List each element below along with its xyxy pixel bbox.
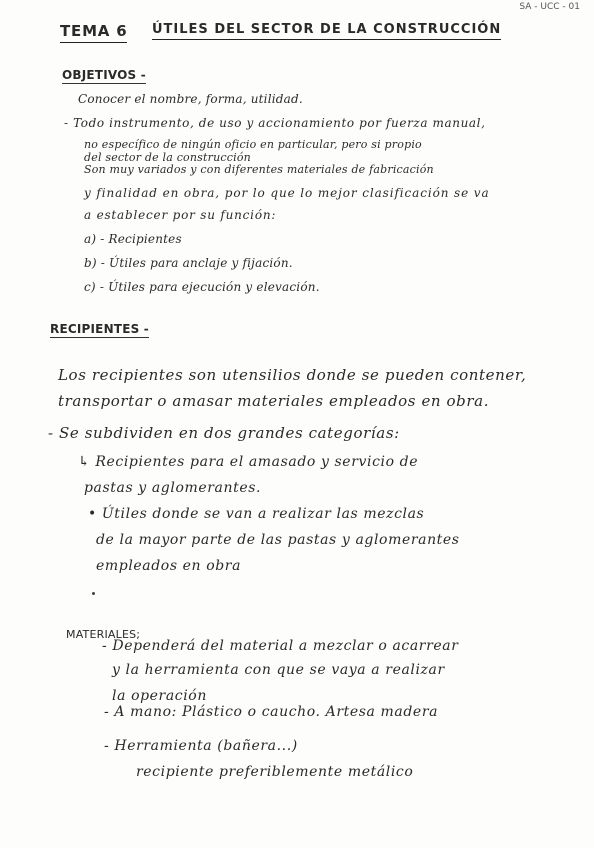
objetivos-line-7: a establecer por su función: bbox=[84, 208, 277, 222]
recipientes-heading: RECIPIENTES - bbox=[50, 322, 149, 336]
materiales-line-6: recipiente preferiblemente metálico bbox=[136, 764, 414, 780]
materiales-line-2: y la herramienta con que se vaya a realizar bbox=[112, 662, 445, 678]
recipientes-line-1: Los recipientes son utensilios donde se pueden contener, bbox=[58, 366, 527, 384]
materiales-line-1: - Dependerá del material a mezclar o acarrear bbox=[102, 638, 459, 654]
materiales-line-3: la operación bbox=[112, 688, 207, 704]
recipientes-line-8: empleados en obra bbox=[96, 558, 242, 574]
objetivos-heading: OBJETIVOS - bbox=[62, 68, 146, 82]
recipientes-line-4: ↳ Recipientes para el amasado y servicio de bbox=[78, 454, 419, 470]
objetivos-line-6: y finalidad en obra, por lo que lo mejor clasificación se va bbox=[84, 186, 490, 200]
topic-number: TEMA 6 bbox=[60, 22, 127, 43]
recipientes-line-2: transportar o amasar materiales empleados en obra. bbox=[58, 392, 490, 410]
objetivos-line-4: del sector de la construcción bbox=[84, 151, 251, 164]
recipientes-line-3: - Se subdividen en dos grandes categorías: bbox=[48, 424, 400, 442]
recipientes-line-6: • Útiles donde se van a realizar las mezclas bbox=[88, 506, 425, 522]
objetivos-item-a: a) - Recipientes bbox=[84, 232, 182, 246]
recipientes-line-5: pastas y aglomerantes. bbox=[84, 480, 262, 496]
page-title: ÚTILES DEL SECTOR DE LA CONSTRUCCIÓN bbox=[152, 22, 501, 40]
objetivos-item-c: c) - Útiles para ejecución y elevación. bbox=[84, 280, 320, 294]
objetivos-line-5: Son muy variados y con diferentes materiales de fabricación bbox=[84, 163, 434, 176]
materiales-heading: MATERIALES; bbox=[66, 628, 141, 641]
materiales-line-4: - A mano: Plástico o caucho. Artesa madera bbox=[104, 704, 439, 720]
objetivos-line-3: no específico de ningún oficio en particular, pero si propio bbox=[84, 138, 422, 151]
bullet-dot bbox=[92, 592, 95, 595]
objetivos-line-1: Conocer el nombre, forma, utilidad. bbox=[78, 92, 303, 106]
page-reference: SA - UCC - 01 bbox=[519, 2, 580, 12]
objetivos-item-b: b) - Útiles para anclaje y fijación. bbox=[84, 256, 293, 270]
materiales-line-5: - Herramienta (bañera...) bbox=[104, 738, 298, 754]
objetivos-line-2: - Todo instrumento, de uso y accionamiento por fuerza manual, bbox=[64, 116, 486, 130]
recipientes-line-7: de la mayor parte de las pastas y aglomerantes bbox=[96, 532, 460, 548]
